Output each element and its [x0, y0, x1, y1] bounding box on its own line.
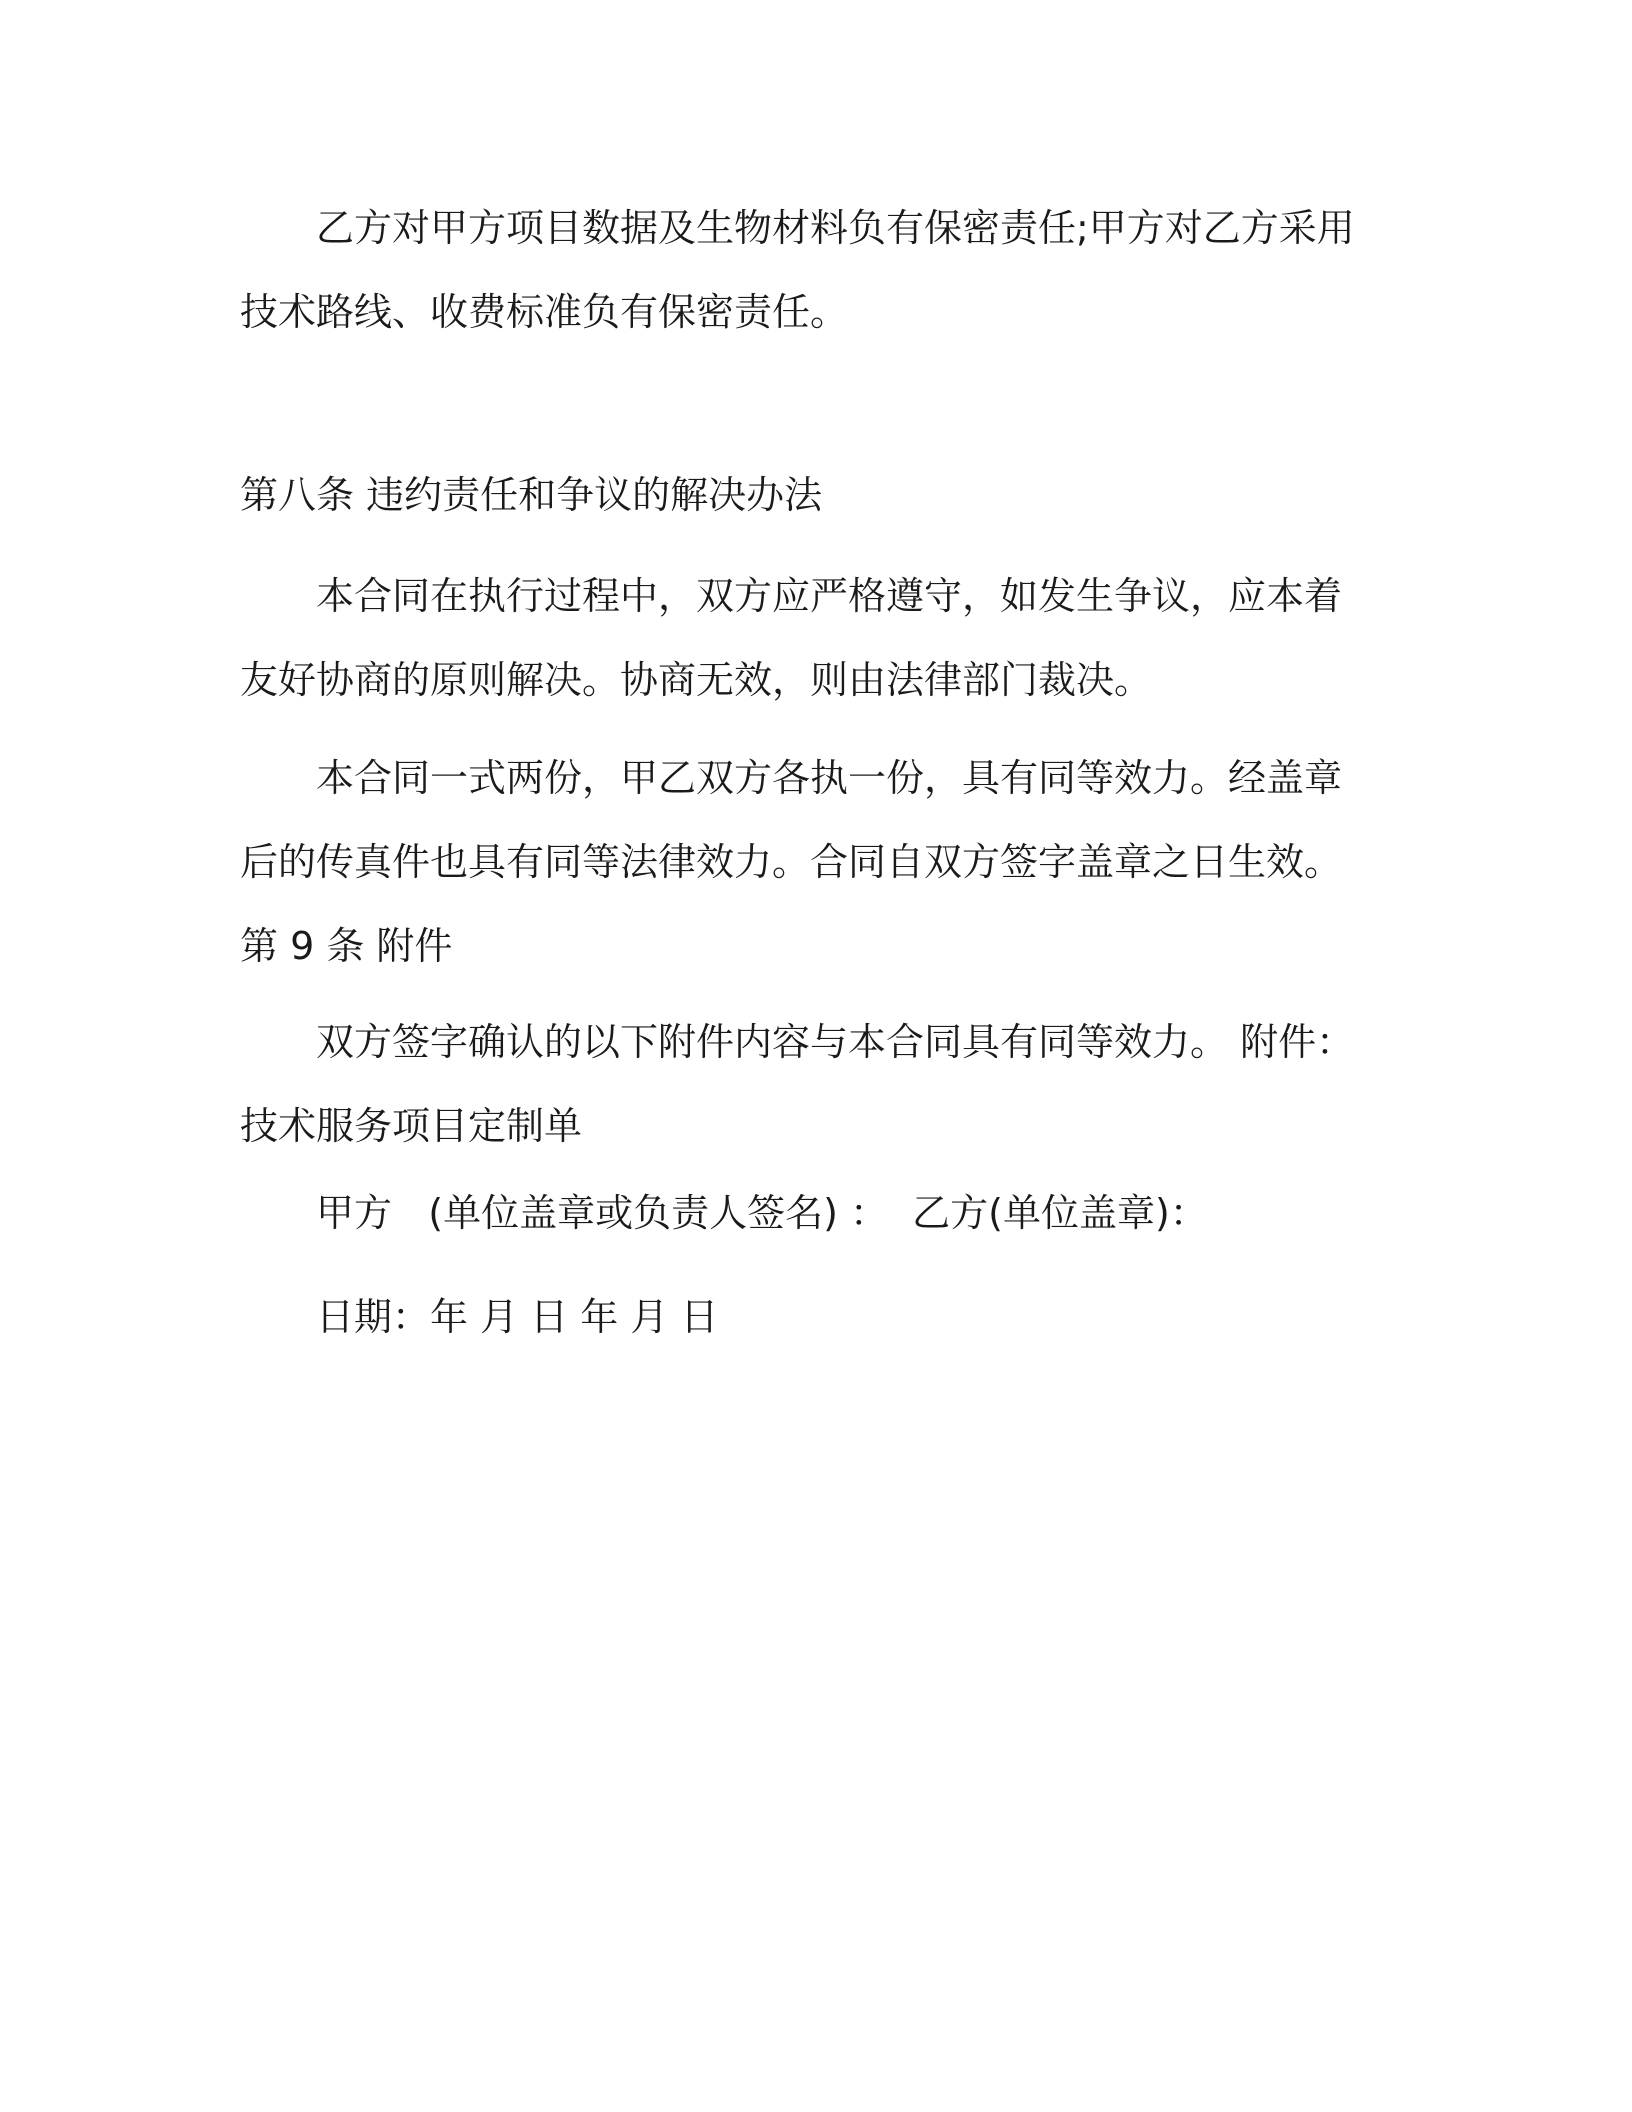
article-8-heading: 第八条 违约责任和争议的解决办法: [240, 473, 823, 517]
confidentiality-paragraph: 乙方对甲方项目数据及生物材料负有保密责任;甲方对乙方采用技术路线、收费标准负有保密责任。: [240, 206, 1355, 334]
dispute-paragraph: 本合同在执行过程中，双方应严格遵守，如发生争议，应本着友好协商的原则解决。协商无效，则由法律部门裁决。: [240, 574, 1343, 702]
attachment-paragraph: 双方签字确认的以下附件内容与本合同具有同等效力。 附件：技术服务项目定制单: [240, 1020, 1355, 1148]
date-line: 日期：年 月 日 年 月 日: [316, 1295, 719, 1339]
copies-paragraph: 本合同一式两份，甲乙双方各执一份，具有同等效力。经盖章后的传真件也具有同等法律效力。合同自双方签字盖章之日生效。 第 9 条 附件: [240, 756, 1343, 968]
signature-line: 甲方 (单位盖章或负责人签名) ： 乙方(单位盖章)：: [316, 1191, 1208, 1235]
